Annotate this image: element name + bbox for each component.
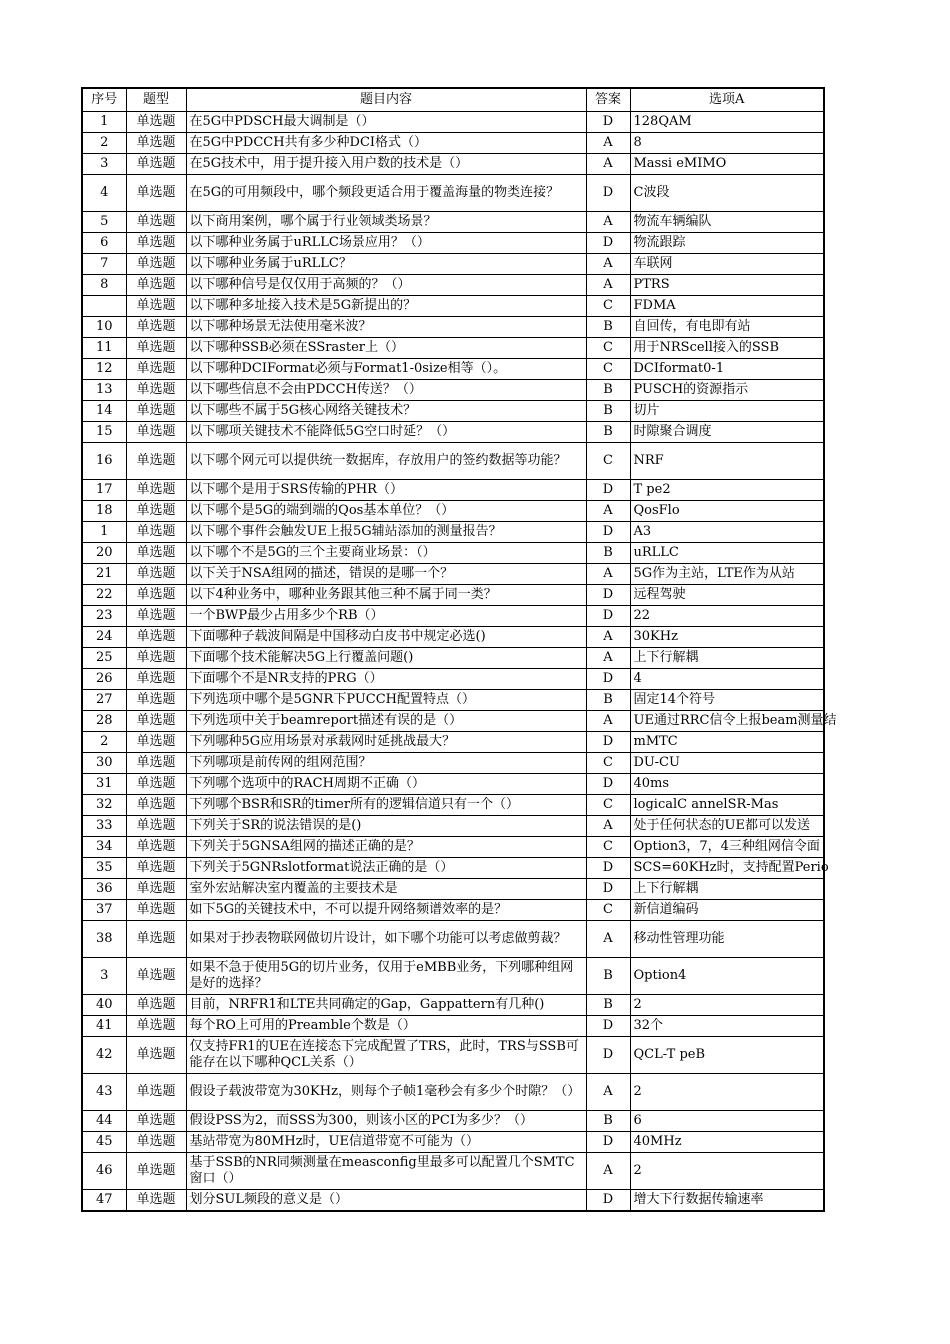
table-row [82, 1153, 824, 1190]
table-row [82, 732, 824, 753]
row-option-a: PUSCH的资源指示 [630, 380, 824, 401]
row-option-a: SCS=60KHz时，支持配置Perio [630, 858, 824, 879]
row-question-type: 单选题 [126, 1016, 186, 1037]
row-answer: A [586, 133, 630, 154]
row-number: 3 [82, 154, 126, 175]
row-option-a: 移动性管理功能 [630, 921, 824, 958]
row-option-a: 物流车辆编队 [630, 212, 824, 233]
row-option-a: 上下行解耦 [630, 879, 824, 900]
row-number: 22 [82, 585, 126, 606]
header-no: 序号 [82, 88, 126, 112]
row-answer: C [586, 900, 630, 921]
row-question-type: 单选题 [126, 359, 186, 380]
row-question-text: 下面哪个技术能解决5G上行覆盖问题() [186, 648, 586, 669]
row-question-type: 单选题 [126, 380, 186, 401]
row-number: 26 [82, 669, 126, 690]
row-question-type: 单选题 [126, 627, 186, 648]
row-number: 44 [82, 1111, 126, 1132]
row-answer: D [586, 175, 630, 212]
row-question-type: 单选题 [126, 995, 186, 1016]
row-number: 47 [82, 1190, 126, 1212]
row-question-text: 如果不急于使用5G的切片业务，仅用于eMBB业务，下列哪种组网是好的选择？ [186, 958, 586, 995]
row-option-a: 6 [630, 1111, 824, 1132]
row-question-type: 单选题 [126, 175, 186, 212]
row-option-a: 4 [630, 669, 824, 690]
row-answer: D [586, 879, 630, 900]
row-option-a: 增大下行数据传输速率 [630, 1190, 824, 1212]
table-row [82, 401, 824, 422]
row-option-a: 2 [630, 995, 824, 1016]
table-row [82, 711, 824, 732]
row-question-text: 在5G中PDSCH最大调制是（） [186, 112, 586, 133]
header-row [82, 88, 824, 112]
row-number: 31 [82, 774, 126, 795]
row-question-type: 单选题 [126, 543, 186, 564]
table-row [82, 154, 824, 175]
row-question-type: 单选题 [126, 133, 186, 154]
row-question-text: 基站带宽为80MHz时，UE信道带宽不可能为（） [186, 1132, 586, 1153]
row-answer: B [586, 543, 630, 564]
table-row [82, 359, 824, 380]
row-question-type: 单选题 [126, 422, 186, 443]
row-question-type: 单选题 [126, 606, 186, 627]
row-question-text: 下列哪种5G应用场景对承载网时延挑战最大？ [186, 732, 586, 753]
row-option-a: 处于任何状态的UE都可以发送 [630, 816, 824, 837]
row-answer: C [586, 338, 630, 359]
row-question-type: 单选题 [126, 1074, 186, 1111]
row-number: 11 [82, 338, 126, 359]
row-answer: C [586, 296, 630, 317]
row-number: 16 [82, 443, 126, 480]
row-number: 2 [82, 732, 126, 753]
row-question-text: 以下哪个网元可以提供统一数据库，存放用户的签约数据等功能？ [186, 443, 586, 480]
row-answer: D [586, 858, 630, 879]
row-question-type: 单选题 [126, 1111, 186, 1132]
row-number: 7 [82, 254, 126, 275]
row-answer: A [586, 921, 630, 958]
row-option-a: 2 [630, 1153, 824, 1190]
table-row [82, 774, 824, 795]
row-question-type: 单选题 [126, 711, 186, 732]
row-option-a: 22 [630, 606, 824, 627]
row-option-a: 用于NRScell接入的SSB [630, 338, 824, 359]
row-option-a: Option4 [630, 958, 824, 995]
table-row [82, 858, 824, 879]
row-question-text: 以下哪种业务属于uRLLC场景应用？（） [186, 233, 586, 254]
row-number: 30 [82, 753, 126, 774]
row-question-text: 以下哪些不属于5G核心网络关键技术？ [186, 401, 586, 422]
row-option-a: 2 [630, 1074, 824, 1111]
row-answer: D [586, 522, 630, 543]
row-question-type: 单选题 [126, 921, 186, 958]
header-type: 题型 [126, 88, 186, 112]
row-option-a: 上下行解耦 [630, 648, 824, 669]
row-answer: A [586, 254, 630, 275]
row-number: 42 [82, 1037, 126, 1074]
row-number: 46 [82, 1153, 126, 1190]
row-option-a: 40MHz [630, 1132, 824, 1153]
row-answer: B [586, 1111, 630, 1132]
row-number: 27 [82, 690, 126, 711]
table-row [82, 958, 824, 995]
table-row [82, 900, 824, 921]
row-answer: C [586, 443, 630, 480]
table-row [82, 296, 824, 317]
row-answer: C [586, 753, 630, 774]
row-question-type: 单选题 [126, 254, 186, 275]
header-answer: 答案 [586, 88, 630, 112]
row-number: 43 [82, 1074, 126, 1111]
table-row [82, 422, 824, 443]
question-table [81, 87, 837, 1212]
row-answer: A [586, 816, 630, 837]
row-option-a: 128QAM [630, 112, 824, 133]
row-question-text: 如果对于抄表物联网做切片设计，如下哪个功能可以考虑做剪裁？ [186, 921, 586, 958]
row-number: 32 [82, 795, 126, 816]
row-answer: B [586, 995, 630, 1016]
header-option-a: 选项A [630, 88, 824, 112]
row-question-text: 下面哪种子载波间隔是中国移动白皮书中规定必选() [186, 627, 586, 648]
row-question-text: 下列关于SR的说法错误的是() [186, 816, 586, 837]
table-row [82, 254, 824, 275]
row-answer: B [586, 401, 630, 422]
row-number: 6 [82, 233, 126, 254]
table-row [82, 1111, 824, 1132]
row-question-type: 单选题 [126, 480, 186, 501]
row-option-a: Option3，7，4三种组网信令面 [630, 837, 824, 858]
row-number: 12 [82, 359, 126, 380]
row-question-text: 以下哪种场景无法使用毫米波？ [186, 317, 586, 338]
row-question-text: 下列哪个BSR和SR的timer所有的逻辑信道只有一个（） [186, 795, 586, 816]
row-question-text: 以下哪个是用于SRS传输的PHR（） [186, 480, 586, 501]
row-question-type: 单选题 [126, 1132, 186, 1153]
row-option-a: QCL-T peB [630, 1037, 824, 1074]
table-row [82, 585, 824, 606]
row-answer: B [586, 690, 630, 711]
row-answer: A [586, 275, 630, 296]
row-question-type: 单选题 [126, 212, 186, 233]
row-option-a: C波段 [630, 175, 824, 212]
row-option-a: 切片 [630, 401, 824, 422]
row-question-text: 下列哪个选项中的RACH周期不正确（） [186, 774, 586, 795]
table-row [82, 175, 824, 212]
row-number: 4 [82, 175, 126, 212]
row-question-type: 单选题 [126, 753, 186, 774]
row-question-type: 单选题 [126, 837, 186, 858]
row-question-type: 单选题 [126, 774, 186, 795]
row-answer: A [586, 564, 630, 585]
row-question-text: 下列哪项是前传网的组网范围？ [186, 753, 586, 774]
row-option-a: 固定14个符号 [630, 690, 824, 711]
row-question-type: 单选题 [126, 443, 186, 480]
row-option-a: NRF [630, 443, 824, 480]
table-row [82, 1132, 824, 1153]
row-option-a: PTRS [630, 275, 824, 296]
row-answer: B [586, 422, 630, 443]
row-question-type: 单选题 [126, 690, 186, 711]
table-row [82, 837, 824, 858]
row-number: 28 [82, 711, 126, 732]
row-question-type: 单选题 [126, 401, 186, 422]
table-row [82, 480, 824, 501]
row-answer: D [586, 732, 630, 753]
table-row [82, 1074, 824, 1111]
row-question-type: 单选题 [126, 275, 186, 296]
table-row [82, 921, 824, 958]
row-question-type: 单选题 [126, 296, 186, 317]
table-row [82, 816, 824, 837]
row-option-a: 时隙聚合调度 [630, 422, 824, 443]
row-question-text: 以下4种业务中，哪种业务跟其他三种不属于同一类？ [186, 585, 586, 606]
table-row [82, 606, 824, 627]
row-option-a: A3 [630, 522, 824, 543]
row-question-text: 如下5G的关键技术中，不可以提升网络频谱效率的是？ [186, 900, 586, 921]
row-answer: D [586, 1037, 630, 1074]
table-row [82, 233, 824, 254]
row-answer: D [586, 1016, 630, 1037]
row-option-a: 30KHz [630, 627, 824, 648]
row-number: 20 [82, 543, 126, 564]
table-row [82, 501, 824, 522]
table-row [82, 543, 824, 564]
row-question-type: 单选题 [126, 233, 186, 254]
row-option-a: 8 [630, 133, 824, 154]
row-option-a: 32个 [630, 1016, 824, 1037]
row-question-text: 每个RO上可用的Preamble个数是（） [186, 1016, 586, 1037]
table-row [82, 879, 824, 900]
row-number: 3 [82, 958, 126, 995]
row-answer: A [586, 648, 630, 669]
row-answer: D [586, 233, 630, 254]
table-row [82, 338, 824, 359]
row-option-a: 自回传，有电即有站 [630, 317, 824, 338]
row-question-type: 单选题 [126, 648, 186, 669]
row-number: 10 [82, 317, 126, 338]
row-question-text: 以下哪种SSB必须在SSraster上（） [186, 338, 586, 359]
table-row [82, 627, 824, 648]
row-answer: A [586, 627, 630, 648]
row-question-text: 室外宏站解决室内覆盖的主要技术是 [186, 879, 586, 900]
row-number: 2 [82, 133, 126, 154]
row-question-text: 基于SSB的NR同频测量在measconfig里最多可以配置几个SMTC窗口（） [186, 1153, 586, 1190]
row-question-text: 假设PSS为2，而SSS为300，则该小区的PCI为多少？（） [186, 1111, 586, 1132]
table-row [82, 133, 824, 154]
row-question-type: 单选题 [126, 564, 186, 585]
row-answer: D [586, 480, 630, 501]
row-question-type: 单选题 [126, 522, 186, 543]
row-number: 35 [82, 858, 126, 879]
table-row [82, 795, 824, 816]
table-row [82, 690, 824, 711]
row-question-text: 在5G的可用频段中，哪个频段更适合用于覆盖海量的物类连接？ [186, 175, 586, 212]
row-question-text: 下面哪个不是NR支持的PRG（） [186, 669, 586, 690]
row-question-type: 单选题 [126, 858, 186, 879]
row-number: 33 [82, 816, 126, 837]
table-body [82, 112, 837, 1212]
row-option-a: Massi eMIMO [630, 154, 824, 175]
row-question-text: 以下哪些信息不会由PDCCH传送？（） [186, 380, 586, 401]
row-answer: B [586, 958, 630, 995]
row-answer: A [586, 1074, 630, 1111]
row-question-type: 单选题 [126, 1190, 186, 1212]
row-question-text: 以下商用案例，哪个属于行业领域类场景？ [186, 212, 586, 233]
row-question-type: 单选题 [126, 501, 186, 522]
row-number: 34 [82, 837, 126, 858]
row-question-type: 单选题 [126, 732, 186, 753]
row-question-text: 以下关于NSA组网的描述，错误的是哪一个？ [186, 564, 586, 585]
table-row [82, 648, 824, 669]
row-answer: D [586, 774, 630, 795]
row-question-type: 单选题 [126, 669, 186, 690]
row-answer: D [586, 1190, 630, 1212]
row-question-type: 单选题 [126, 900, 186, 921]
row-question-text: 下列选项中哪个是5GNR下PUCCH配置特点（） [186, 690, 586, 711]
row-question-text: 以下哪个不是5G的三个主要商业场景：（） [186, 543, 586, 564]
row-option-a: FDMA [630, 296, 824, 317]
row-option-a: DCIformat0-1 [630, 359, 824, 380]
row-option-a: 新信道编码 [630, 900, 824, 921]
row-number: 45 [82, 1132, 126, 1153]
row-option-a: 车联网 [630, 254, 824, 275]
row-question-text: 以下哪种信号是仅仅用于高频的？（） [186, 275, 586, 296]
row-option-a: logicalC annelSR-Mas [630, 795, 824, 816]
row-question-type: 单选题 [126, 816, 186, 837]
table-row [82, 564, 824, 585]
row-number: 24 [82, 627, 126, 648]
row-answer: C [586, 359, 630, 380]
row-question-text: 以下哪个事件会触发UE上报5G辅站添加的测量报告？ [186, 522, 586, 543]
row-question-text: 假设子载波带宽为30KHz，则每个子帧1毫秒会有多少个时隙？（） [186, 1074, 586, 1111]
table-row [82, 1037, 824, 1074]
question-sheet [81, 87, 837, 1212]
table-row [82, 669, 824, 690]
row-question-text: 以下哪项关键技术不能降低5G空口时延？（） [186, 422, 586, 443]
row-question-type: 单选题 [126, 585, 186, 606]
row-answer: A [586, 501, 630, 522]
row-question-text: 以下哪个是5G的端到端的Qos基本单位？（） [186, 501, 586, 522]
row-answer: D [586, 112, 630, 133]
header-question: 题目内容 [186, 88, 586, 112]
table-row [82, 317, 824, 338]
row-answer: A [586, 154, 630, 175]
row-option-a: 40ms [630, 774, 824, 795]
table-row [82, 1190, 824, 1212]
row-number: 41 [82, 1016, 126, 1037]
row-number: 13 [82, 380, 126, 401]
row-question-text: 在5G中PDCCH共有多少种DCI格式（） [186, 133, 586, 154]
row-question-text: 以下哪种业务属于uRLLC？ [186, 254, 586, 275]
row-answer: C [586, 837, 630, 858]
row-option-a: 物流跟踪 [630, 233, 824, 254]
table-row [82, 753, 824, 774]
row-answer: D [586, 669, 630, 690]
row-question-type: 单选题 [126, 112, 186, 133]
row-number: 1 [82, 112, 126, 133]
table-row [82, 112, 824, 133]
row-question-text: 下列关于5GNRslotformat说法正确的是（） [186, 858, 586, 879]
row-question-text: 以下哪种DCIFormat必须与Format1-0size相等（）。 [186, 359, 586, 380]
row-answer: B [586, 317, 630, 338]
table-row [82, 1016, 824, 1037]
row-number: 21 [82, 564, 126, 585]
row-number: 1 [82, 522, 126, 543]
row-option-a: mMTC [630, 732, 824, 753]
row-question-type: 单选题 [126, 154, 186, 175]
row-question-type: 单选题 [126, 317, 186, 338]
row-number: 40 [82, 995, 126, 1016]
row-answer: B [586, 380, 630, 401]
row-answer: A [586, 212, 630, 233]
table-row [82, 275, 824, 296]
row-answer: D [586, 606, 630, 627]
row-question-text: 仅支持FR1的UE在连接态下完成配置了TRS，此时，TRS与SSB可能存在以下哪种QCL关系（） [186, 1037, 586, 1074]
row-answer: D [586, 585, 630, 606]
row-number: 23 [82, 606, 126, 627]
row-option-a: 远程驾驶 [630, 585, 824, 606]
row-option-a: UE通过RRC信令上报beam测量结 [630, 711, 824, 732]
row-answer: D [586, 1132, 630, 1153]
row-question-text: 划分SUL频段的意义是（） [186, 1190, 586, 1212]
row-question-type: 单选题 [126, 338, 186, 359]
row-question-type: 单选题 [126, 958, 186, 995]
row-question-type: 单选题 [126, 879, 186, 900]
row-number: 36 [82, 879, 126, 900]
table-row [82, 522, 824, 543]
row-question-text: 下列关于5GNSA组网的描述正确的是？ [186, 837, 586, 858]
row-number: 18 [82, 501, 126, 522]
row-number: 17 [82, 480, 126, 501]
row-option-a: T pe2 [630, 480, 824, 501]
table-row [82, 212, 824, 233]
row-question-text: 在5G技术中，用于提升接入用户数的技术是（） [186, 154, 586, 175]
row-option-a: 5G作为主站，LTE作为从站 [630, 564, 824, 585]
row-option-a: QosFlo [630, 501, 824, 522]
row-number: 38 [82, 921, 126, 958]
row-option-a: uRLLC [630, 543, 824, 564]
row-question-text: 以下哪种多址接入技术是5G新提出的？ [186, 296, 586, 317]
row-number: 5 [82, 212, 126, 233]
row-number: 8 [82, 275, 126, 296]
table-row [82, 443, 824, 480]
row-number [82, 296, 126, 317]
row-number: 15 [82, 422, 126, 443]
row-question-type: 单选题 [126, 1153, 186, 1190]
row-number: 14 [82, 401, 126, 422]
row-question-text: 目前，NRFR1和LTE共同确定的Gap，Gappattern有几种() [186, 995, 586, 1016]
row-number: 37 [82, 900, 126, 921]
table-row [82, 380, 824, 401]
row-question-text: 下列选项中关于beamreport描述有误的是（） [186, 711, 586, 732]
row-answer: C [586, 795, 630, 816]
row-question-type: 单选题 [126, 795, 186, 816]
row-answer: A [586, 1153, 630, 1190]
row-question-text: 一个BWP最少占用多少个RB（） [186, 606, 586, 627]
row-answer: A [586, 711, 630, 732]
row-option-a: DU-CU [630, 753, 824, 774]
row-question-type: 单选题 [126, 1037, 186, 1074]
table-row [82, 995, 824, 1016]
row-number: 25 [82, 648, 126, 669]
